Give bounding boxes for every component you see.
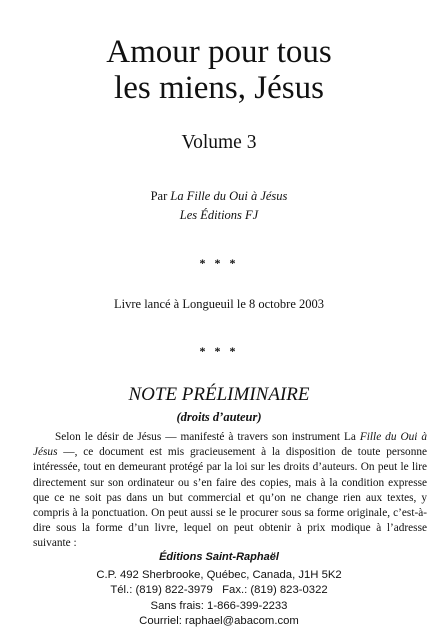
contact-block	[0, 568, 438, 629]
paragraph-part-3: —, ce document est mis gracieusement à la disposition de toute personne intéressée, tout en demeurant protégé par la loi sur les droits d’auteurs. On peut le lire directement sur son ordinateur ou s’en faire des copies, mais à la condition expresse que ce ne soit pas dans un but commercial et qu’on ne change rien aux textes, y compris à la ponctuation. On peut aussi se le procurer sous sa forme originale, c’est-à-dire sous la forme d’un livre, lequel on peut obtenir à prix modique à l’adresse suivante :	[33, 446, 427, 550]
byline	[0, 187, 438, 225]
title-line-1: Amour pour tous	[106, 34, 332, 70]
contact-publisher-name: Éditions Saint-Raphaël	[159, 551, 279, 563]
contact-tollfree: Sans frais: 1-866-399-2233	[150, 599, 288, 612]
contact-phones: Tél.: (819) 822-3979 Fax.: (819) 823-0322	[110, 584, 328, 597]
contact-address: C.P. 492 Sherbrooke, Québec, Canada, J1H 5K2	[96, 569, 342, 581]
launch-date: Livre lancé à Longueuil le 8 octobre 2003	[114, 297, 324, 311]
note-heading: NOTE PRÉLIMINAIRE	[128, 384, 310, 405]
copyright-paragraph	[33, 430, 427, 552]
publisher-name: Les Éditions FJ	[179, 208, 259, 222]
author-line	[0, 187, 438, 206]
author-name: La Fille du Oui à Jésus	[170, 189, 288, 203]
contact-email[interactable]: Courriel: raphael@abacom.com	[139, 614, 299, 627]
volume-number: Volume 3	[181, 132, 257, 153]
separator-stars-2: * * *	[199, 344, 239, 358]
note-subheading: (droits d’auteur)	[176, 410, 262, 424]
author-prefix: Par	[150, 189, 171, 203]
paragraph-part-1: Selon le désir de Jésus — manifesté à travers son instrument La	[55, 431, 360, 443]
separator-stars-1: * * *	[199, 256, 239, 270]
paragraph-author-italic: Fille du Oui à Jésus	[33, 431, 428, 459]
title-line-2: les miens, Jésus	[114, 70, 324, 106]
book-title	[0, 34, 438, 106]
